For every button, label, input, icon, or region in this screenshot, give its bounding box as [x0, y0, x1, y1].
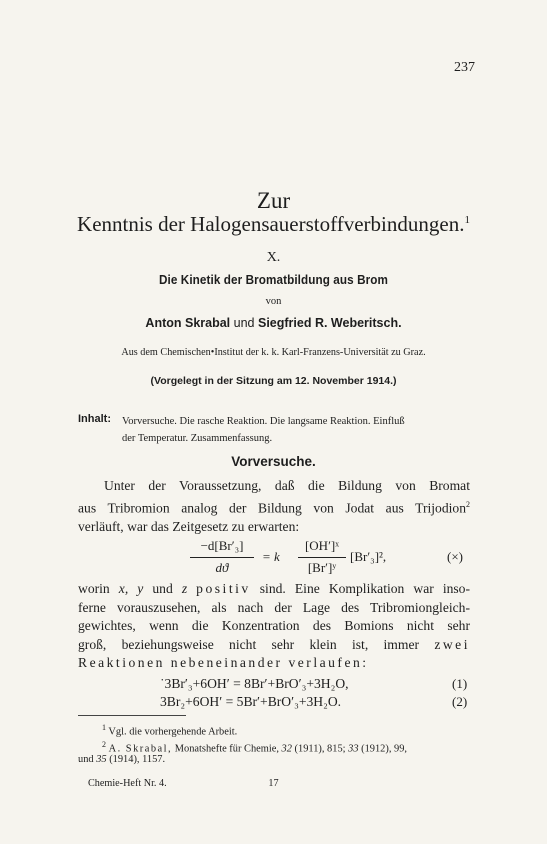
- author-und: und: [233, 316, 255, 330]
- para2-line-2: ferne vorauszusehen, als nach der Lage des Tribromiongleich-: [78, 599, 470, 615]
- contents-line-1: Vorversuche. Die rasche Reaktion. Die langsame Reaktion. Einfluß: [122, 416, 405, 427]
- part-number: X.: [266, 250, 281, 265]
- paragraph-2: [78, 580, 470, 673]
- formula-label: (×): [447, 549, 463, 564]
- footnote-2-vol2: 33: [348, 743, 359, 755]
- reaction-1: ˙3Br′₃+6OH′ = 8Br′+BrO′₃+3H₂O,: [160, 676, 349, 691]
- author-second: Siegfried R. Weberitsch.: [258, 316, 402, 330]
- reaction-1-number: (1): [452, 676, 468, 691]
- para2-positiv: positiv: [196, 581, 251, 596]
- title-line-1: Zur: [256, 188, 291, 213]
- footnote-2-year3: (1914), 1157.: [109, 754, 166, 765]
- para2-line-1-rest: sind. Eine Komplikation war inso-: [259, 581, 471, 596]
- rate-law-formula: [190, 538, 430, 580]
- footnote-2-journal: Monatshefte für Chemie,: [174, 743, 279, 755]
- para1-line-1: Unter der Voraussetzung, daß die Bildung von Bromat: [104, 478, 470, 493]
- para2-line-1: [78, 580, 470, 599]
- formula-fraction-bar: [190, 557, 254, 558]
- footnote-2-continued: [78, 752, 478, 767]
- formula-equals-k: = k: [262, 549, 280, 564]
- footnote-2-year1: (1911), 815;: [294, 743, 346, 755]
- footnote-2-mark: 2: [102, 740, 106, 749]
- subtitle: Die Kinetik der Bromatbildung aus Brom: [158, 272, 388, 287]
- presented-line: (Vorgelegt in der Sitzung am 12. November 1914.): [150, 375, 397, 387]
- contents-label: Inhalt:: [78, 413, 111, 425]
- para1-line-2-text: aus Tribromion analog der Bildung von Jodat aus Trijodion: [78, 500, 466, 516]
- para2-vars: x, y: [118, 581, 144, 596]
- reaction-2: 3Br₂+6OH′ = 5Br′+BrO′₃+3H₂O.: [160, 694, 342, 709]
- formula-frac2-bar: [298, 557, 346, 558]
- para2-z: z: [181, 581, 188, 596]
- contents-line-2: der Temperatur. Zusammenfassung.: [122, 433, 273, 444]
- footer-sheet-number: 17: [268, 778, 279, 789]
- authors: [0, 316, 547, 330]
- footnote-2-und: und: [78, 754, 94, 765]
- footnote-1-text: Vgl. die vorhergehende Arbeit.: [108, 726, 238, 738]
- author-first: Anton Skrabal: [145, 316, 231, 330]
- footer-left: Chemie-Heft Nr. 4.: [88, 778, 167, 789]
- title-footnote-mark: 1: [464, 214, 470, 226]
- footnote-1-mark: 1: [102, 723, 106, 732]
- footnote-2-vol1: 32: [281, 743, 292, 755]
- page-number: 237: [454, 60, 475, 75]
- formula-frac2-numerator: [OH′]ˣ: [304, 538, 340, 553]
- para2-line-4-text: groß, beziehungsweise nicht sehr klein ist, immer: [78, 636, 420, 652]
- formula-numerator: −d[Br′₃]: [200, 538, 244, 553]
- para2-line-4: [78, 636, 470, 655]
- footnote-ref-2: 2: [466, 499, 470, 509]
- formula-denominator: dϑ: [215, 560, 229, 575]
- paragraph-1: [78, 477, 470, 536]
- institute-line: Aus dem Chemischen•Institut der k. k. Karl-Franzens-Universität zu Graz.: [121, 347, 426, 358]
- reaction-2-number: (2): [452, 694, 468, 709]
- footnote-2-year2: (1912), 99,: [361, 743, 408, 755]
- formula-tail: [Br′₃]²,: [350, 549, 387, 564]
- contents-text: [122, 413, 472, 447]
- section-heading: Vorversuche.: [231, 454, 316, 469]
- formula-frac2-denominator: [Br′]ʸ: [307, 560, 337, 575]
- para1-line-3: verläuft, war das Zeitgesetz zu erwarten:: [78, 518, 300, 534]
- para2-und: und: [152, 581, 173, 596]
- footnote-rule: [78, 715, 186, 716]
- title-line-2: [0, 212, 547, 237]
- para2-worin: worin: [78, 581, 110, 596]
- para2-zwei: zwei: [434, 636, 470, 652]
- title-main-text: Kenntnis der Halogensauerstoffverbindungen.: [77, 212, 465, 236]
- para2-line-5: Reaktionen nebeneinander verlaufen:: [78, 655, 369, 671]
- para1-line-2: [78, 496, 470, 518]
- footnote-2-author: A. Skrabal,: [108, 743, 173, 755]
- para2-line-3: gewichtes, wenn die Konzentration des Bomions nicht sehr: [78, 618, 470, 634]
- footnote-2-vol3: 35: [96, 754, 107, 765]
- von-text: von: [265, 296, 282, 307]
